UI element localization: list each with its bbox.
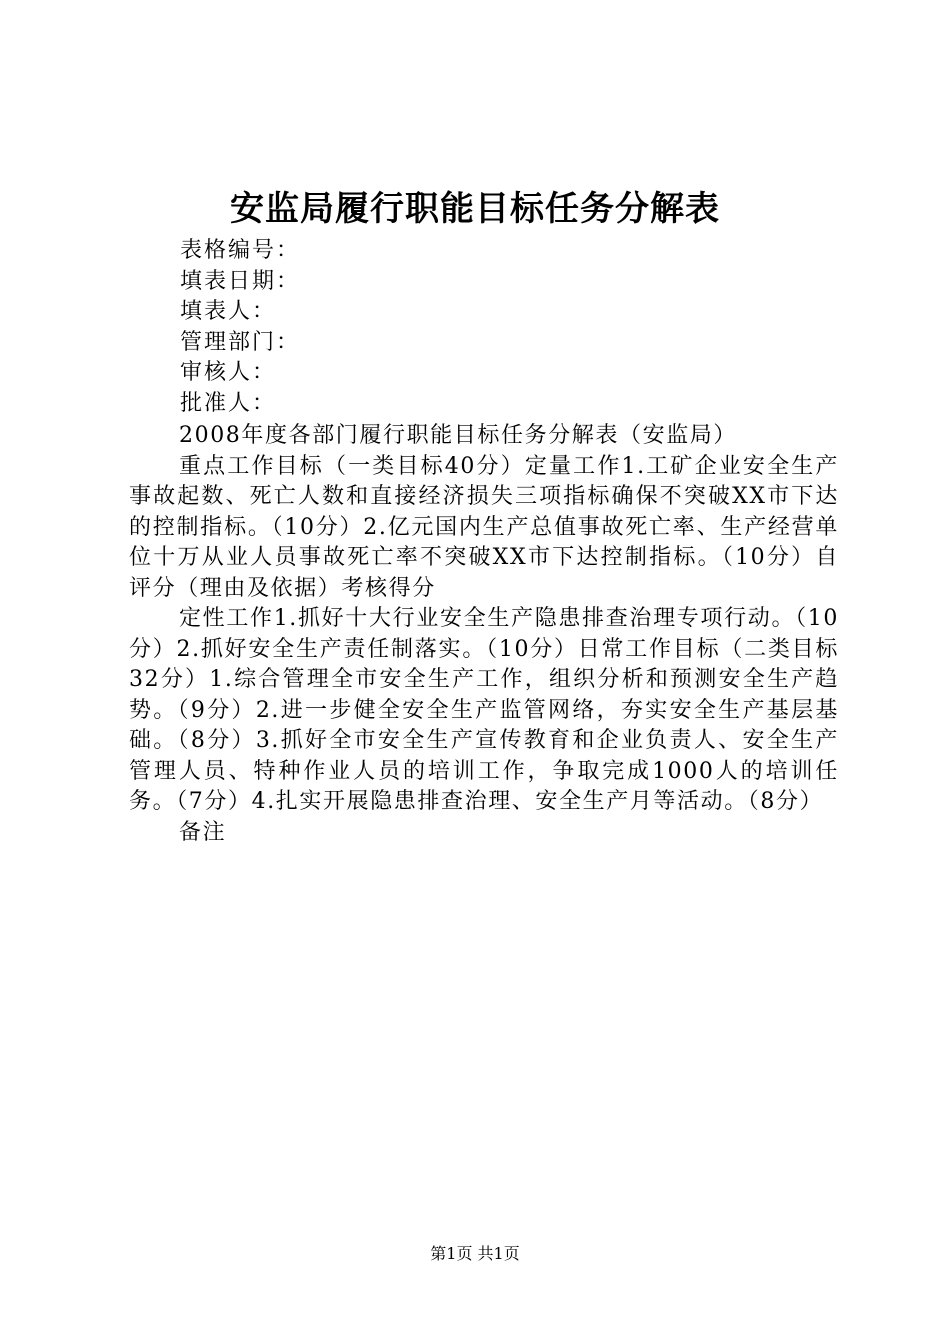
page-footer: 第1页 共1页 [430, 1244, 520, 1263]
filler-label: 填表人： [180, 299, 277, 324]
remarks-paragraph: 备注 [179, 819, 227, 845]
approver-label: 批准人： [180, 390, 277, 416]
document-title: 安监局履行职能目标任务分解表 [230, 189, 720, 229]
management-dept-label: 管理部门： [180, 329, 301, 355]
qualitative-goals-paragraph: 定性工作1.抓好十大行业安全生产隐患排查治理专项行动。（10分）2.抓好安全生产责任制落实。（10分）日常工作目标（二类目标32分）1.综合管理全市安全生产工作，组织分析和预测安全生产趋势。（9分）2.进一步健全安全生产监管网络，夯实安全生产基层基础。（8分）3.抓好全市安全生产宣传教育和企业负责人、安全生产管理人员、特种作业人员的培训工作，争取完成1000人的培训任务。（7分）4.扎实开展隐患排查治理、安全生产月等活动。（8分） [129, 606, 839, 814]
fill-date-label: 填表日期： [180, 268, 301, 294]
table-heading-paragraph: 2008年度各部门履行职能目标任务分解表（安监局） [179, 423, 737, 448]
reviewer-label: 审核人： [180, 360, 277, 385]
form-meta-fields [180, 236, 820, 419]
document-body [129, 421, 839, 848]
form-number-label: 表格编号： [180, 238, 301, 263]
key-goals-paragraph: 重点工作目标（一类目标40分）定量工作1.工矿企业安全生产事故起数、死亡人数和直接经济损失三项指标确保不突破XX市下达的控制指标。（10分）2.亿元国内生产总值事故死亡率、生产经营单位十万从业人员事故死亡率不突破XX市下达控制指标。（10分）自评分（理由及依据）考核得分 [129, 453, 839, 601]
